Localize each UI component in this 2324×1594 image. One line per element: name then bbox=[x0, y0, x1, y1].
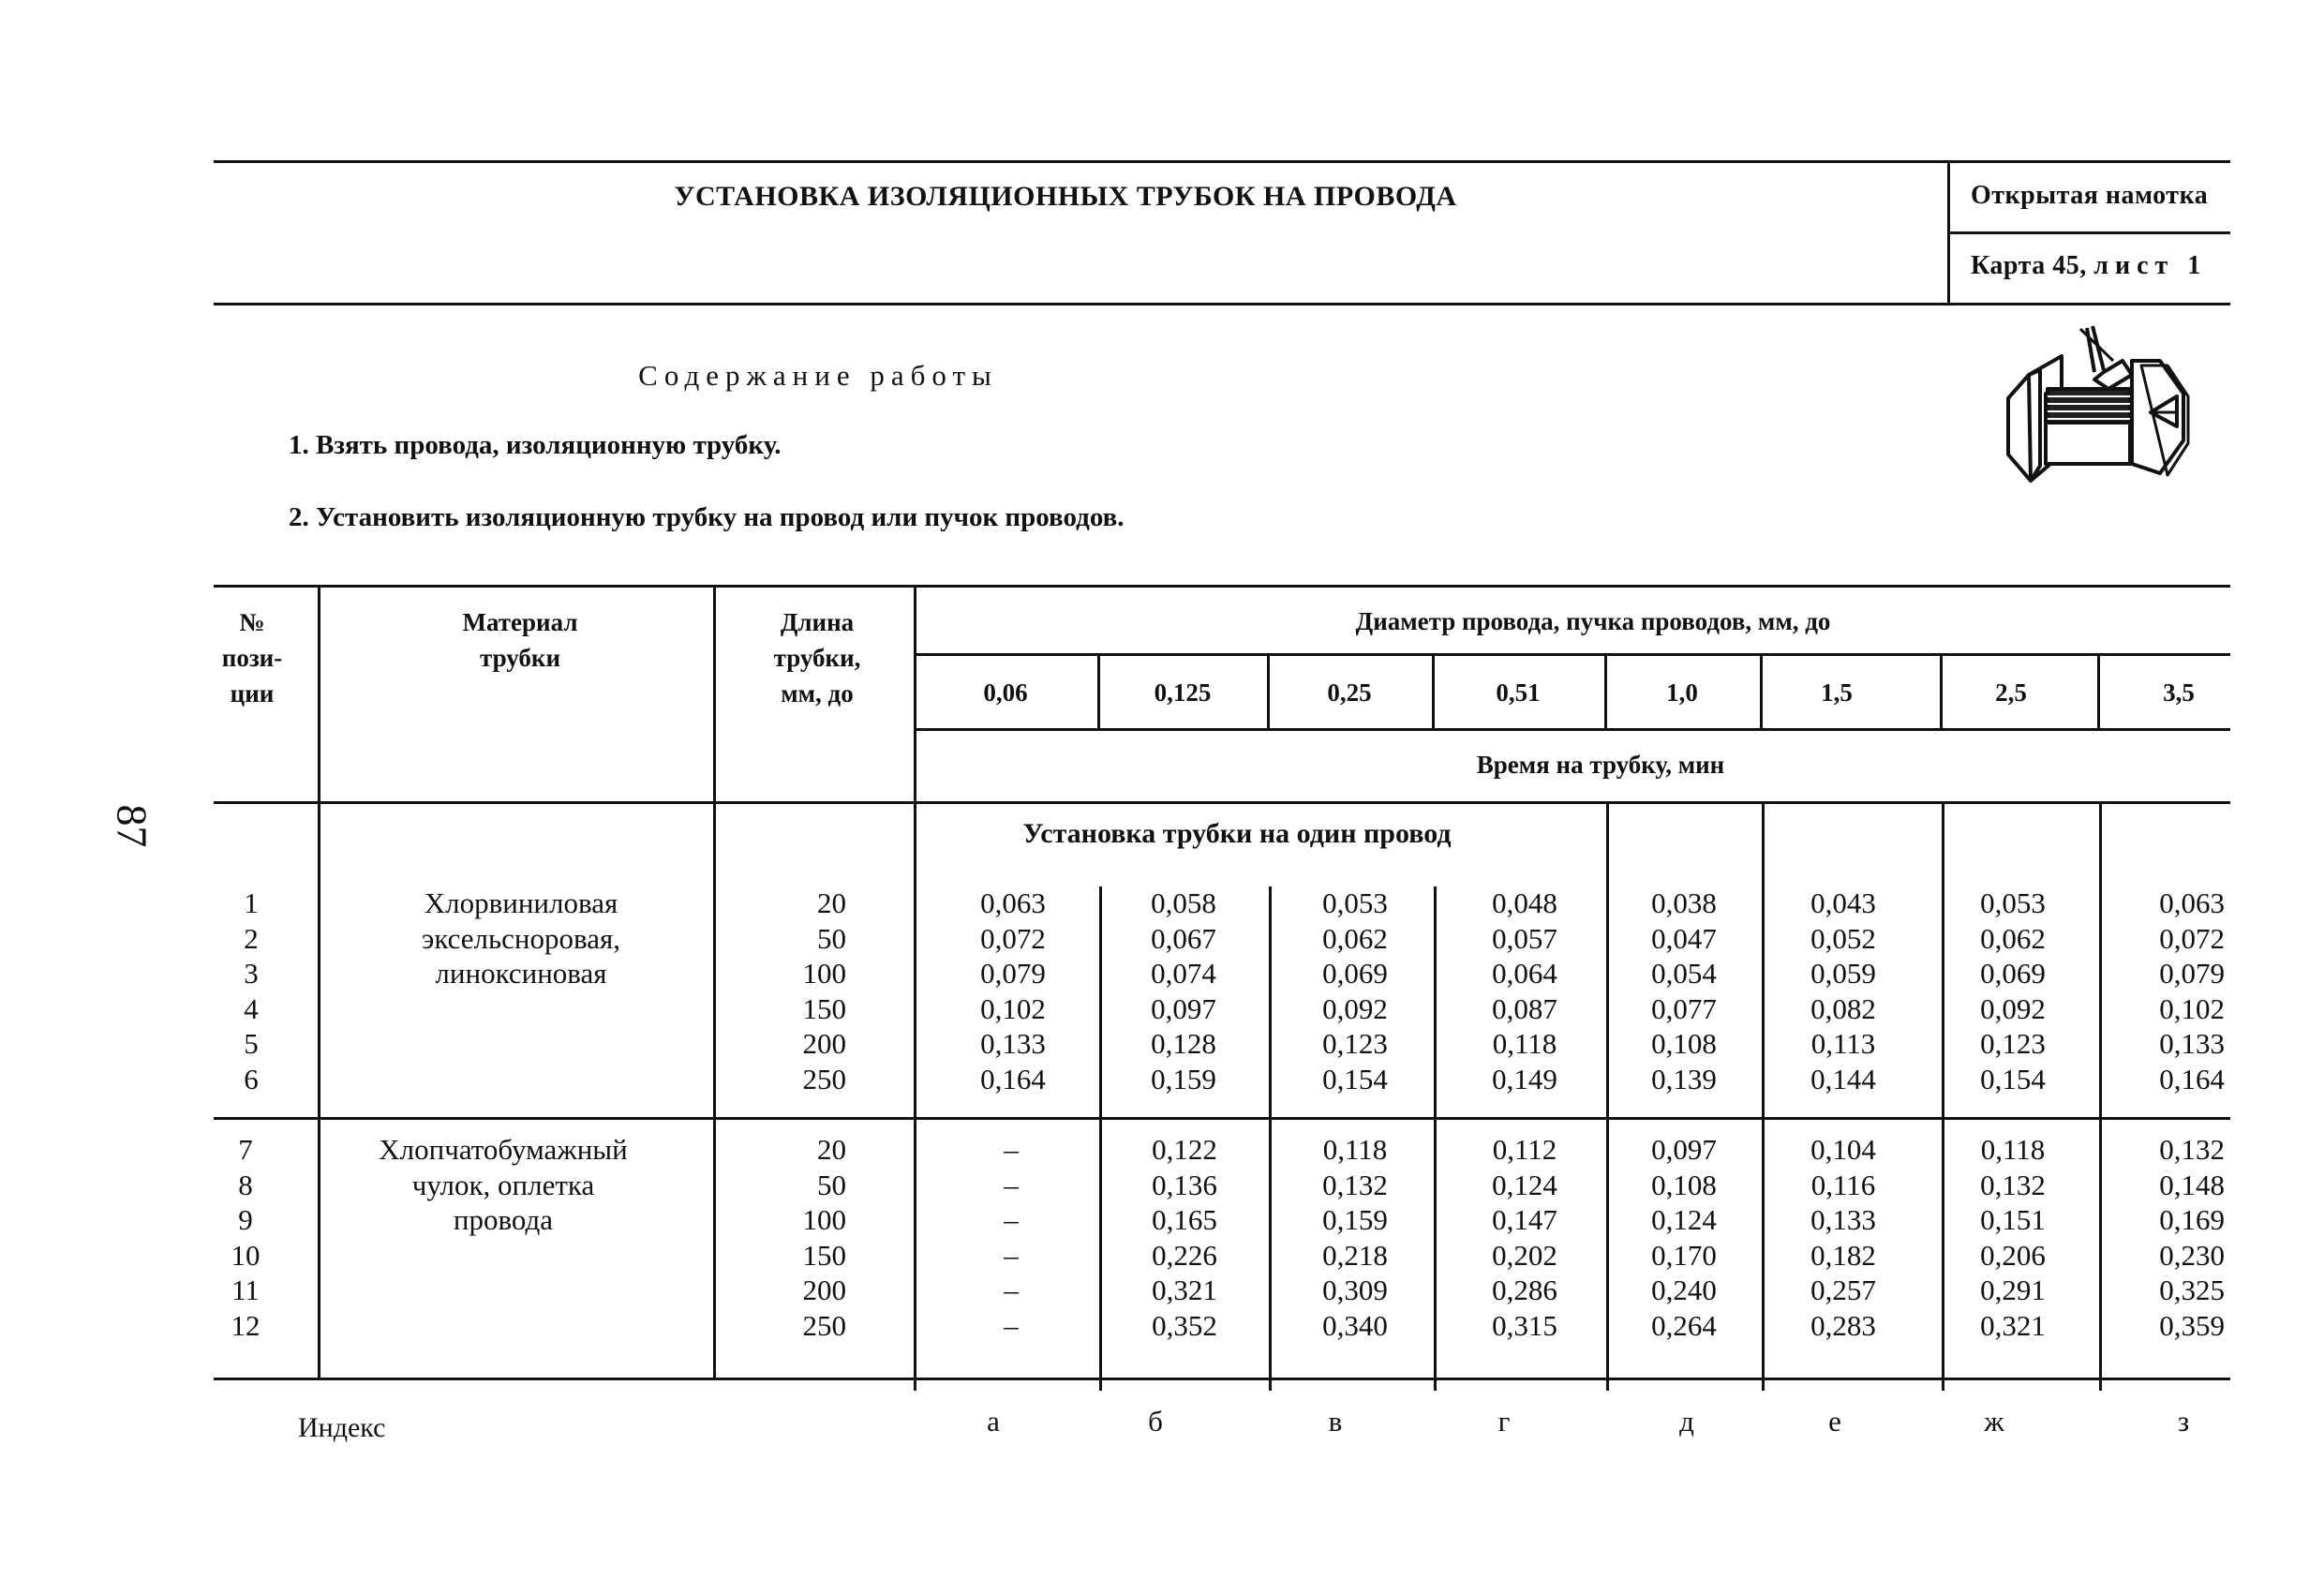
table-cell: 0,151 bbox=[1980, 1203, 2046, 1236]
table-cell: 0,182 bbox=[1810, 1238, 1876, 1272]
body-col-border-4 bbox=[1606, 803, 1609, 1391]
diam-col-border-3 bbox=[1432, 653, 1435, 728]
group1-col-d bbox=[1651, 886, 1717, 1096]
table-cell: 0,321 bbox=[1980, 1308, 2046, 1342]
section-1-title: Установка трубки на один провод bbox=[1022, 818, 1452, 849]
group1-lengths bbox=[803, 886, 847, 1096]
table-cell: 0,144 bbox=[1810, 1062, 1876, 1095]
table-cell: 0,132 bbox=[2159, 1133, 2225, 1166]
header-mid-rule bbox=[1949, 231, 2230, 234]
table-cell: – bbox=[1004, 1203, 1019, 1236]
table-cell: 0,052 bbox=[1810, 921, 1876, 955]
table-cell: 0,315 bbox=[1492, 1308, 1557, 1342]
diameter-1: 0,125 bbox=[1154, 678, 1212, 707]
time-header: Время на трубку, мин bbox=[1476, 751, 1725, 779]
table-cell: 0,092 bbox=[1980, 991, 2046, 1025]
table-cell: 0,097 bbox=[1651, 1133, 1717, 1166]
group2-material: Хлопчатобумажный чулок, оплетка провода bbox=[379, 1133, 628, 1236]
col-material-header: Материал трубки bbox=[462, 608, 578, 672]
table-cell: 0,072 bbox=[980, 921, 1046, 955]
sheet-number: лист 1 bbox=[2093, 251, 2208, 280]
diam-col-border-7 bbox=[2097, 653, 2100, 728]
index-z: з bbox=[2177, 1405, 2190, 1438]
table-cell: 6 bbox=[244, 1062, 259, 1095]
table-cell: 0,230 bbox=[2159, 1238, 2225, 1272]
table-cell: 0,169 bbox=[2159, 1203, 2225, 1236]
table-cell: 0,226 bbox=[1152, 1238, 1217, 1272]
time-rule bbox=[915, 728, 2230, 731]
diam-col-border-5 bbox=[1760, 653, 1763, 728]
group1-col-z bbox=[2159, 886, 2225, 1096]
index-e: е bbox=[1828, 1405, 1841, 1438]
diameter-2: 0,25 bbox=[1327, 678, 1372, 707]
table-cell: 0,102 bbox=[2159, 991, 2225, 1025]
table-cell: 0,057 bbox=[1492, 921, 1557, 955]
table-cell: 0,159 bbox=[1151, 1062, 1216, 1095]
group1-col-a bbox=[980, 886, 1046, 1096]
table-cell: 2 bbox=[244, 921, 259, 955]
table-cell: – bbox=[1004, 1308, 1019, 1342]
diam-col-border-1 bbox=[1097, 653, 1100, 728]
table-cell: 0,133 bbox=[1810, 1203, 1876, 1236]
diameter-header: Диаметр провода, пучка проводов, мм, до bbox=[1355, 607, 1831, 635]
table-cell: 250 bbox=[802, 1062, 846, 1095]
table-cell: 3 bbox=[244, 957, 259, 990]
table-cell: 0,291 bbox=[1980, 1274, 2046, 1306]
table-cell: 12 bbox=[231, 1308, 261, 1342]
table-cell: 0,128 bbox=[1151, 1027, 1216, 1060]
table-cell: 250 bbox=[802, 1308, 846, 1342]
group2-col-z bbox=[2159, 1132, 2225, 1343]
body-col-border-3 bbox=[1434, 886, 1437, 1391]
table-cell: – bbox=[1004, 1133, 1019, 1166]
diameter-4: 1,0 bbox=[1666, 678, 1698, 707]
table-cell: 0,133 bbox=[980, 1027, 1046, 1060]
table-cell: – bbox=[1004, 1238, 1019, 1272]
table-cell: 0,218 bbox=[1322, 1238, 1388, 1272]
table-cell: 0,133 bbox=[2159, 1027, 2225, 1060]
group1-col-g bbox=[1492, 886, 1557, 1096]
table-cell: 0,321 bbox=[1152, 1274, 1217, 1306]
diameter-7: 3,5 bbox=[2163, 678, 2195, 707]
table-cell: 0,122 bbox=[1152, 1133, 1217, 1166]
page-number: 87 bbox=[108, 804, 156, 848]
coil-winding-icon bbox=[2001, 323, 2197, 492]
table-cell: 20 bbox=[817, 1133, 846, 1166]
table-cell: 0,108 bbox=[1651, 1168, 1717, 1201]
col-pos-border bbox=[318, 585, 320, 1380]
table-cell: 0,077 bbox=[1651, 991, 1717, 1025]
diam-col-border-6 bbox=[1940, 653, 1943, 728]
table-cell: 0,164 bbox=[980, 1062, 1046, 1095]
index-label: Индекс bbox=[298, 1412, 386, 1443]
table-cell: 8 bbox=[238, 1168, 253, 1201]
table-cell: 11 bbox=[231, 1274, 260, 1306]
table-cell: 0,043 bbox=[1810, 886, 1876, 919]
group2-col-e bbox=[1810, 1132, 1876, 1343]
table-cell: 0,264 bbox=[1651, 1308, 1717, 1342]
card-label bbox=[1971, 251, 2207, 281]
step-2: 2. Установить изоляционную трубку на провод или пучок проводов. bbox=[289, 502, 1125, 532]
table-cell: 0,069 bbox=[1980, 957, 2046, 990]
group2-col-zh bbox=[1980, 1132, 2046, 1343]
table-cell: 0,113 bbox=[1810, 1027, 1876, 1060]
table-cell: – bbox=[1004, 1168, 1019, 1201]
table-cell: 0,257 bbox=[1810, 1274, 1876, 1306]
group2-col-g bbox=[1492, 1132, 1557, 1343]
table-cell: 0,359 bbox=[2159, 1308, 2225, 1342]
diameter-0: 0,06 bbox=[983, 678, 1028, 707]
table-cell: 0,124 bbox=[1492, 1168, 1557, 1201]
table-cell: 0,059 bbox=[1810, 957, 1876, 990]
table-cell: 5 bbox=[244, 1027, 259, 1060]
index-a: а bbox=[987, 1405, 1000, 1438]
table-cell: 50 bbox=[817, 921, 846, 955]
table-cell: 9 bbox=[238, 1203, 253, 1236]
table-cell: 0,079 bbox=[980, 957, 1046, 990]
table-cell: 0,202 bbox=[1492, 1238, 1557, 1272]
diam-col-border-2 bbox=[1267, 653, 1270, 728]
table-cell: 0,054 bbox=[1651, 957, 1717, 990]
table-cell: 0,062 bbox=[1980, 921, 2046, 955]
index-g: г bbox=[1497, 1405, 1511, 1438]
table-cell: 20 bbox=[817, 886, 846, 919]
table-cell: 0,123 bbox=[1980, 1027, 2046, 1060]
table-cell: 1 bbox=[244, 886, 259, 919]
table-cell: 0,136 bbox=[1152, 1168, 1217, 1201]
table-bottom-rule bbox=[214, 1378, 2230, 1380]
group1-col-b bbox=[1151, 886, 1216, 1096]
group1-col-v bbox=[1322, 886, 1388, 1096]
body-col-border-2 bbox=[1269, 886, 1272, 1391]
body-col-border-7 bbox=[2099, 803, 2102, 1391]
header-divider bbox=[1947, 160, 1950, 305]
table-cell: 0,048 bbox=[1492, 886, 1557, 919]
table-cell: 0,097 bbox=[1151, 991, 1216, 1025]
table-cell: 0,148 bbox=[2159, 1168, 2225, 1201]
table-cell: 150 bbox=[802, 1238, 846, 1272]
table-cell: 0,069 bbox=[1322, 957, 1388, 990]
group-divider-rule bbox=[214, 1117, 2230, 1120]
document-title: УСТАНОВКА ИЗОЛЯЦИОННЫХ ТРУБОК НА ПРОВОДА bbox=[674, 181, 1457, 212]
table-cell: 0,132 bbox=[1980, 1168, 2046, 1201]
table-cell: 0,165 bbox=[1152, 1203, 1217, 1236]
group1-col-zh bbox=[1980, 886, 2046, 1096]
table-cell: 100 bbox=[802, 957, 846, 990]
table-cell: 0,063 bbox=[980, 886, 1046, 919]
group1-positions bbox=[244, 886, 259, 1096]
table-cell: 0,154 bbox=[1322, 1062, 1388, 1095]
table-cell: 100 bbox=[802, 1203, 846, 1236]
table-cell: 0,063 bbox=[2159, 886, 2225, 919]
table-cell: 200 bbox=[802, 1274, 846, 1306]
table-cell: 0,118 bbox=[1980, 1133, 2046, 1166]
table-cell: 0,082 bbox=[1810, 991, 1876, 1025]
group2-lengths bbox=[803, 1132, 847, 1343]
table-cell: 0,072 bbox=[2159, 921, 2225, 955]
table-cell: 0,038 bbox=[1651, 886, 1717, 919]
diameter-6: 2,5 bbox=[1995, 678, 2027, 707]
table-cell: 0,159 bbox=[1322, 1203, 1388, 1236]
table-cell: 0,102 bbox=[980, 991, 1046, 1025]
table-cell: 0,053 bbox=[1322, 886, 1388, 919]
table-cell: 0,067 bbox=[1151, 921, 1216, 955]
group1-col-e bbox=[1810, 886, 1876, 1096]
table-cell: 50 bbox=[817, 1168, 846, 1201]
card-number: Карта 45, bbox=[1971, 251, 2087, 280]
group1-material: Хлорвиниловая эксельсноровая, линоксиновая bbox=[422, 886, 620, 990]
work-type-label: Открытая намотка bbox=[1971, 181, 2209, 210]
body-col-border-5 bbox=[1762, 803, 1765, 1391]
body-col-border-6 bbox=[1942, 803, 1944, 1391]
table-cell: 0,309 bbox=[1322, 1274, 1388, 1306]
table-cell: 0,118 bbox=[1322, 1133, 1388, 1166]
table-cell: 0,240 bbox=[1651, 1274, 1717, 1306]
diam-col-border-4 bbox=[1604, 653, 1607, 728]
table-cell: 0,104 bbox=[1810, 1133, 1876, 1166]
body-col-border-1 bbox=[1099, 886, 1102, 1391]
table-cell: 0,079 bbox=[2159, 957, 2225, 990]
table-cell: 200 bbox=[802, 1027, 846, 1060]
index-d: д bbox=[1679, 1405, 1694, 1438]
header-bottom-rule bbox=[214, 303, 2230, 305]
table-cell: 0,124 bbox=[1651, 1203, 1717, 1236]
table-cell: 0,058 bbox=[1151, 886, 1216, 919]
diameter-3: 0,51 bbox=[1496, 678, 1541, 707]
group2-col-a bbox=[1004, 1132, 1019, 1343]
group2-col-d bbox=[1651, 1132, 1717, 1343]
table-cell: 0,283 bbox=[1810, 1308, 1876, 1342]
table-top-rule bbox=[214, 585, 2230, 588]
col-length-border bbox=[914, 585, 916, 1391]
table-cell: 0,325 bbox=[2159, 1274, 2225, 1306]
table-cell: 0,149 bbox=[1492, 1062, 1557, 1095]
table-cell: 0,147 bbox=[1492, 1203, 1557, 1236]
table-cell: 0,053 bbox=[1980, 886, 2046, 919]
table-cell: 0,132 bbox=[1322, 1168, 1388, 1201]
table-cell: 0,139 bbox=[1651, 1062, 1717, 1095]
index-zh: ж bbox=[1984, 1405, 2004, 1438]
col-material-border bbox=[713, 585, 716, 1380]
table-cell: 0,206 bbox=[1980, 1238, 2046, 1272]
col-pos-header: № пози- ции bbox=[221, 608, 283, 708]
table-cell: 7 bbox=[238, 1133, 253, 1166]
index-b: б bbox=[1148, 1405, 1163, 1438]
table-cell: 0,112 bbox=[1492, 1133, 1557, 1166]
group2-col-v bbox=[1322, 1132, 1388, 1343]
content-heading: Содержание работы bbox=[638, 359, 998, 392]
table-cell: 0,340 bbox=[1322, 1308, 1388, 1342]
diameter-5: 1,5 bbox=[1821, 678, 1853, 707]
table-cell: 10 bbox=[231, 1238, 261, 1272]
col-length-header: Длина трубки, мм, до bbox=[773, 608, 861, 708]
table-cell: 4 bbox=[244, 991, 259, 1025]
index-v: в bbox=[1328, 1405, 1343, 1438]
table-cell: 0,047 bbox=[1651, 921, 1717, 955]
table-cell: 0,123 bbox=[1322, 1027, 1388, 1060]
table-cell: 0,352 bbox=[1152, 1308, 1217, 1342]
table-cell: 0,116 bbox=[1810, 1168, 1876, 1201]
table-cell: 0,087 bbox=[1492, 991, 1557, 1025]
table-cell: 0,074 bbox=[1151, 957, 1216, 990]
table-cell: 0,154 bbox=[1980, 1062, 2046, 1095]
table-cell: 0,108 bbox=[1651, 1027, 1717, 1060]
step-1: 1. Взять провода, изоляционную трубку. bbox=[289, 430, 782, 460]
table-cell: 0,164 bbox=[2159, 1062, 2225, 1095]
table-cell: 0,064 bbox=[1492, 957, 1557, 990]
diameter-rule bbox=[915, 653, 2230, 656]
table-cell: 150 bbox=[802, 991, 846, 1025]
table-cell: 0,170 bbox=[1651, 1238, 1717, 1272]
table-cell: 0,062 bbox=[1322, 921, 1388, 955]
table-cell: 0,286 bbox=[1492, 1274, 1557, 1306]
table-cell: 0,092 bbox=[1322, 991, 1388, 1025]
header-top-rule bbox=[214, 160, 2230, 163]
group2-col-b bbox=[1152, 1132, 1217, 1343]
header-end-rule bbox=[214, 801, 2230, 804]
table-cell: – bbox=[1004, 1274, 1019, 1306]
group2-positions bbox=[231, 1132, 261, 1343]
table-cell: 0,118 bbox=[1492, 1027, 1557, 1060]
